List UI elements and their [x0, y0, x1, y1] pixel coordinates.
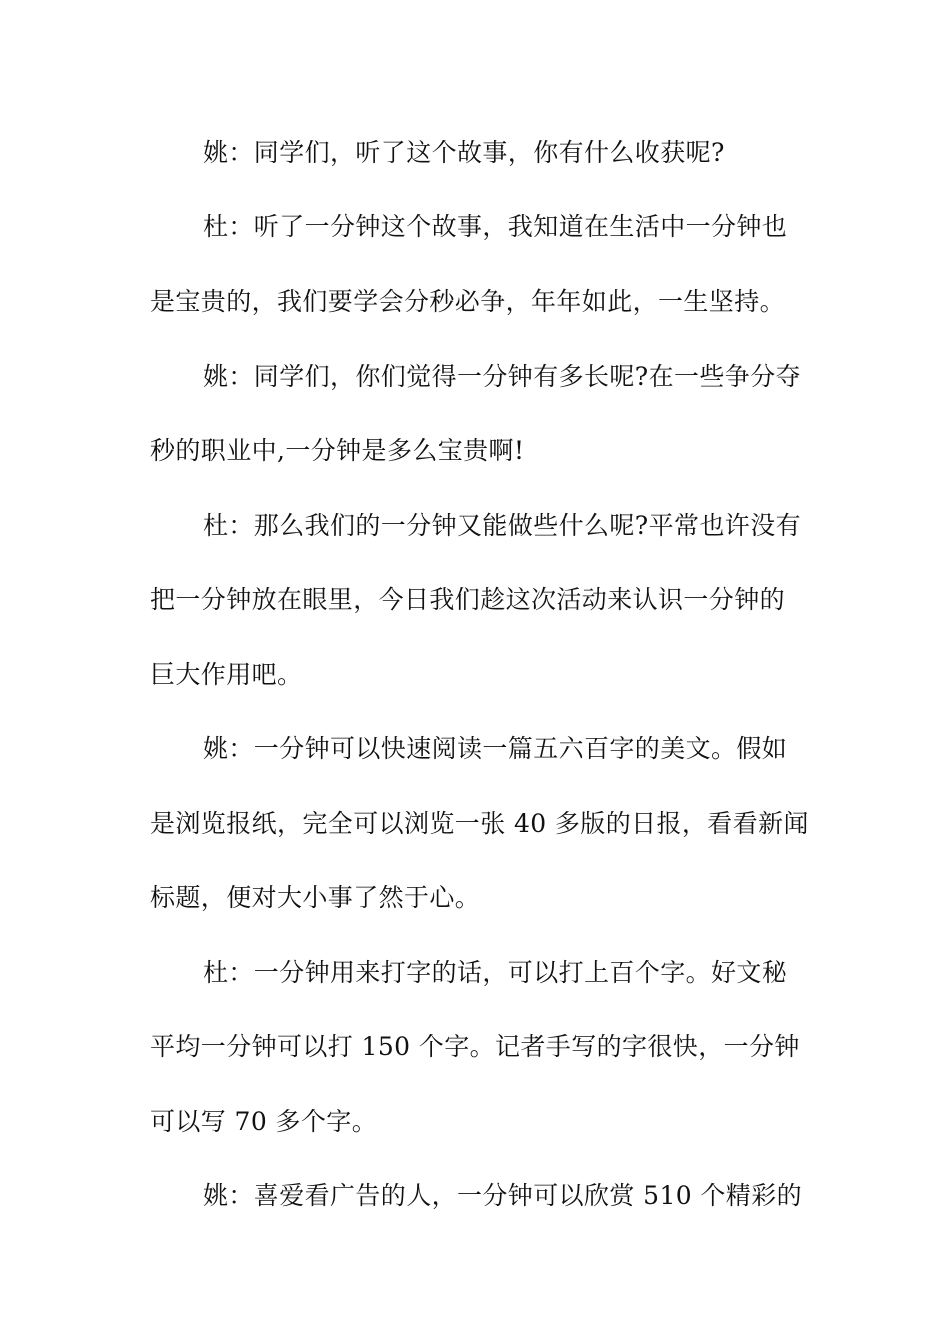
paragraph-line: 姚：一分钟可以快速阅读一篇五六百字的美文。假如 — [203, 734, 788, 763]
paragraph-line: 姚：同学们，你们觉得一分钟有多长呢?在一些争分夺 — [203, 362, 802, 391]
paragraph-line: 姚：同学们，听了这个故事，你有什么收获呢? — [203, 138, 725, 167]
paragraph-line: 把一分钟放在眼里，今日我们趁这次活动来认识一分钟的 — [150, 585, 786, 614]
paragraph-line: 可以写 70 多个字。 — [150, 1107, 378, 1136]
paragraph-line: 是宝贵的，我们要学会分秒必争，年年如此，一生坚持。 — [150, 287, 786, 316]
paragraph-line: 是浏览报纸，完全可以浏览一张 40 多版的日报，看看新闻 — [150, 809, 809, 838]
paragraph-line: 杜：一分钟用来打字的话，可以打上百个字。好文秘 — [203, 958, 788, 987]
paragraph-line: 标题，便对大小事了然于心。 — [150, 883, 481, 912]
paragraph-line: 平均一分钟可以打 150 个字。记者手写的字很快，一分钟 — [150, 1032, 800, 1061]
paragraph-line: 秒的职业中,一分钟是多么宝贵啊! — [150, 436, 525, 465]
paragraph-line: 巨大作用吧。 — [150, 660, 303, 689]
paragraph-line: 杜：那么我们的一分钟又能做些什么呢?平常也许没有 — [203, 511, 802, 540]
paragraph-line: 杜：听了一分钟这个故事，我知道在生活中一分钟也 — [203, 212, 788, 241]
paragraph-line: 姚：喜爱看广告的人，一分钟可以欣赏 510 个精彩的 — [203, 1181, 803, 1210]
